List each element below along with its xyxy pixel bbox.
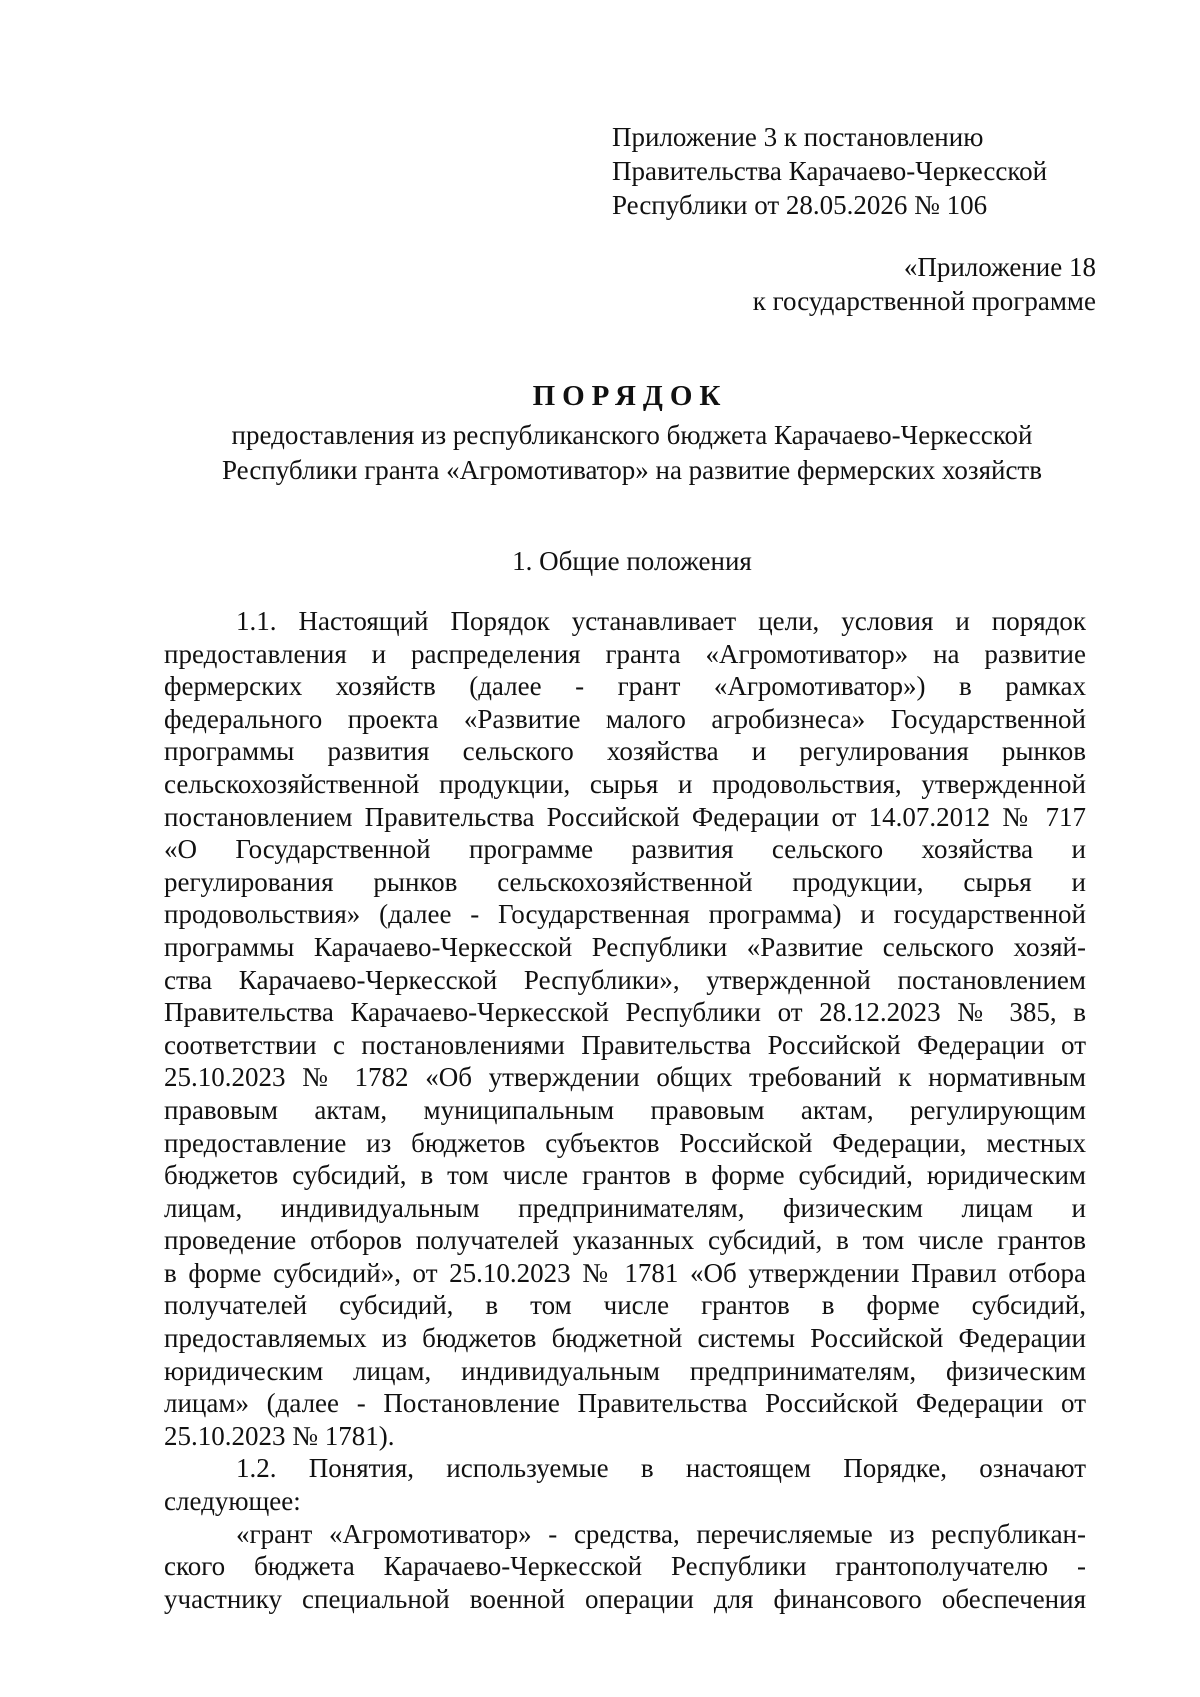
- body-line: «грант «Агромотиватор» - средства, перечисляемые из республикан-: [236, 1518, 1086, 1549]
- document-title: ПОРЯДОК: [532, 380, 728, 412]
- body-line: фермерских хозяйств (далее - грант «Агромотиватор») в рамках: [164, 671, 1086, 702]
- body-line: правовым актам, муниципальным правовым актам, регулирующим: [164, 1094, 1086, 1125]
- annex-line: Правительства Карачаево-Черкесской: [612, 156, 1048, 186]
- body-line: соответствии с постановлениями Правительства Российской Федерации от: [164, 1029, 1086, 1060]
- subtitle-line: Республики гранта «Агромотиватор» на развитие фермерских хозяйств: [222, 455, 1042, 485]
- body-line: получателей субсидий, в том числе грантов в форме субсидий,: [164, 1290, 1086, 1321]
- annex2-line: к государственной программе: [752, 286, 1096, 316]
- section-heading: 1. Общие положения: [512, 546, 752, 576]
- annex2-line: «Приложение 18: [903, 252, 1096, 282]
- body-text: [164, 605, 1086, 1615]
- body-line: в форме субсидий», от 25.10.2023 № 1781 «Об утверждении Правил отбора: [164, 1257, 1086, 1288]
- body-line: 25.10.2023 № 1782 «Об утверждении общих требований к нормативным: [164, 1062, 1086, 1093]
- body-line: следующее:: [164, 1486, 301, 1517]
- body-line: регулирования рынков сельскохозяйственной продукции, сырья и: [164, 866, 1086, 897]
- body-line: лицам, индивидуальным предпринимателям, физическим лицам и: [164, 1192, 1086, 1223]
- body-line: предоставление из бюджетов субъектов Российской Федерации, местных: [164, 1127, 1086, 1158]
- body-line: проведение отборов получателей указанных субсидий, в том числе грантов: [164, 1225, 1086, 1256]
- body-line: Правительства Карачаево-Черкесской Республики от 28.12.2023 № 385, в: [164, 997, 1086, 1028]
- body-line: программы Карачаево-Черкесской Республики «Развитие сельского хозяй-: [164, 931, 1086, 962]
- subtitle-line: предоставления из республиканского бюджета Карачаево-Черкесской: [231, 420, 1033, 450]
- body-line: федерального проекта «Развитие малого агробизнеса» Государственной: [164, 703, 1086, 734]
- body-line: 1.2. Понятия, используемые в настоящем Порядке, означают: [236, 1453, 1086, 1484]
- body-line: ского бюджета Карачаево-Черкесской Республики грантополучателю -: [164, 1551, 1086, 1582]
- body-line: постановлением Правительства Российской Федерации от 14.07.2012 № 717: [164, 801, 1086, 832]
- annex-program-reference: [636, 250, 1096, 318]
- body-line: 1.1. Настоящий Порядок устанавливает цели, условия и порядок: [236, 606, 1086, 636]
- body-line: предоставления и распределения гранта «Агромотиватор» на развитие: [164, 638, 1086, 669]
- annex-line: Республики от 28.05.2026 № 106: [612, 190, 988, 220]
- body-line: программы развития сельского хозяйства и регулирования рынков: [164, 736, 1086, 767]
- body-line: сельскохозяйственной продукции, сырья и продовольствия, утвержденной: [164, 768, 1086, 799]
- annex-line: Приложение 3 к постановлению: [612, 122, 984, 152]
- body-line: 25.10.2023 № 1781).: [164, 1420, 395, 1451]
- body-line: продовольствия» (далее - Государственная программа) и государственной: [164, 899, 1086, 930]
- body-line: ства Карачаево-Черкесской Республики», утвержденной постановлением: [164, 964, 1086, 995]
- body-line: предоставляемых из бюджетов бюджетной системы Российской Федерации: [164, 1323, 1086, 1354]
- body-line: бюджетов субсидий, в том числе грантов в форме субсидий, юридическим: [164, 1160, 1086, 1191]
- annex-reference: [612, 120, 1132, 222]
- body-line: участнику специальной военной операции для финансового обеспечения: [164, 1583, 1086, 1614]
- document-subtitle: [0, 418, 1200, 488]
- body-line: лицам» (далее - Постановление Правительства Российской Федерации от: [164, 1388, 1086, 1419]
- body-line: юридическим лицам, индивидуальным предпринимателям, физическим: [164, 1355, 1086, 1386]
- body-line: «О Государственной программе развития сельского хозяйства и: [164, 834, 1086, 865]
